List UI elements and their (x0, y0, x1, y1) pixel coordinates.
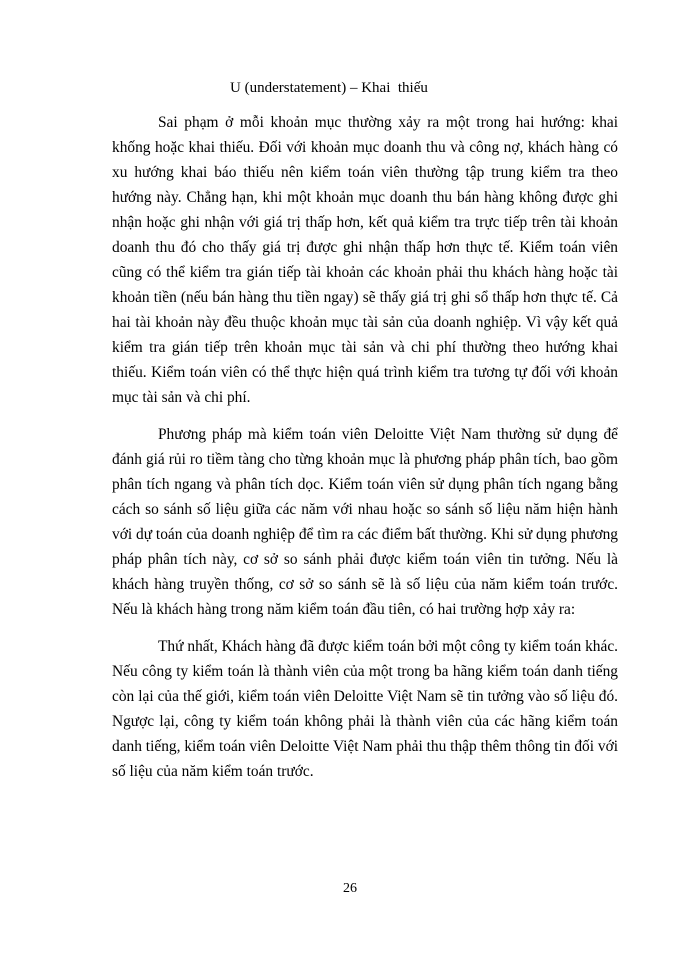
paragraph-analytical-method: Phương pháp mà kiểm toán viên Deloitte Việt Nam thường sử dụng để đánh giá rủi ro tiềm tàng cho từng khoản mục là phương pháp phân tích, bao gồm phân tích ngang và phân tích dọc. Kiểm toán viên sử dụng phân tích ngang bằng cách so sánh số liệu giữa các năm với nhau hoặc so sánh số liệu năm hiện hành với dự toán của doanh nghiệp để tìm ra các điểm bất thường. Khi sử dụng phương pháp phân tích này, cơ sở so sánh phải được kiểm toán viên tin tưởng. Nếu là khách hàng truyền thống, cơ sở so sánh sẽ là số liệu của năm kiểm toán trước. Nếu là khách hàng trong năm kiểm toán đầu tiên, có hai trường hợp xảy ra: (112, 426, 618, 618)
page-number: 26 (343, 881, 357, 896)
section-heading: U (understatement) – Khai thiếu (230, 80, 428, 96)
paragraph-first-case: Thứ nhất, Khách hàng đã được kiểm toán bởi một công ty kiểm toán khác. Nếu công ty kiểm toán là thành viên của một trong ba hãng kiểm toán danh tiếng còn lại của thế giới, kiểm toán viên Deloitte Việt Nam sẽ tin tưởng vào số liệu đó. Ngược lại, công ty kiểm toán không phải là thành viên của các hãng kiểm toán danh tiếng, kiểm toán viên Deloitte Việt Nam phải thu thập thêm thông tin đối với số liệu của năm kiểm toán trước. (112, 638, 618, 780)
paragraph-understatement: Sai phạm ở mỗi khoản mục thường xảy ra một trong hai hướng: khai khống hoặc khai thiếu. Đối với khoản mục doanh thu và công nợ, khách hàng có xu hướng khai báo thiếu nên kiểm toán viên thường tập trung kiểm tra theo hướng này. Chẳng hạn, khi một khoản mục doanh thu bán hàng không được ghi nhận hoặc ghi nhận với giá trị thấp hơn, kết quả kiểm tra trực tiếp trên tài khoản doanh thu đó cho thấy giá trị được ghi nhận thấp hơn thực tế. Kiểm toán viên cũng có thể kiểm tra gián tiếp tài khoản các khoản phải thu khách hàng hoặc tài khoản tiền (nếu bán hàng thu tiền ngay) sẽ thấy giá trị ghi sổ thấp hơn thực tế. Cả hai tài khoản này đều thuộc khoản mục tài sản của doanh nghiệp. Vì vậy kết quả kiểm tra gián tiếp trên khoản mục tài sản và chi phí thường theo hướng khai thiếu. Kiểm toán viên có thể thực hiện quá trình kiểm tra tương tự đối với khoản mục tài sản và chi phí. (112, 114, 618, 406)
body-text (112, 110, 618, 796)
